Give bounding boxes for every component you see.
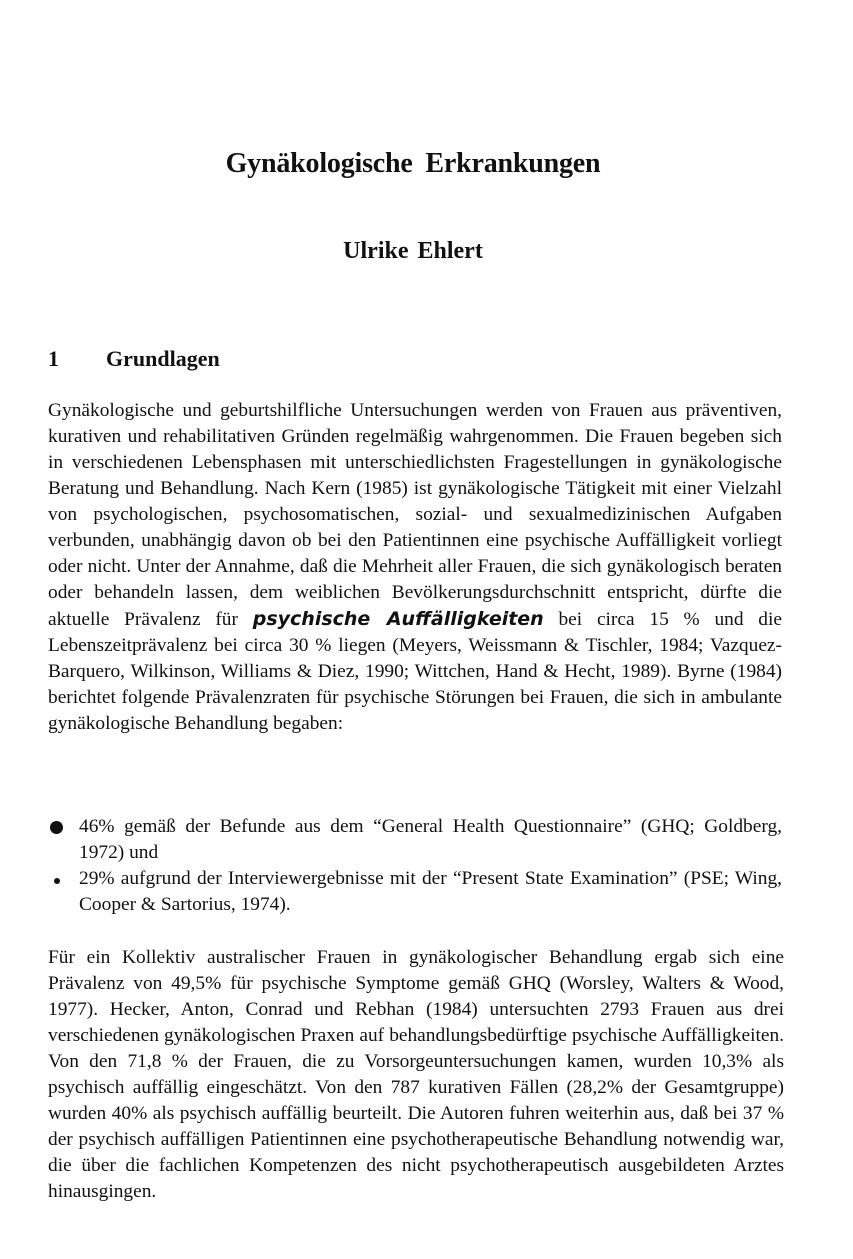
list-item-text: 29% aufgrund der Interviewergebnisse mit der “Present State Examination” (PSE; Wing, Cooper & Sartorius, 1974). [79,868,782,915]
paragraph-1-text-start: Gynäkologische und geburtshilfliche Untersuchungen werden von Frauen aus präventiven, kurativen und rehabilitativen Gründen regelmäßig wahrgenommen. Die Frauen begeben sich in verschiedenen Lebensphasen mit unterschiedlichsten Fragestellungen in gynäkologische Beratung und Behandlung. Nach Kern (1985) ist gynäkologische Tätigkeit mit einer Vielzahl von psychologischen, psychosomatischen, sozial- und sexualmedizinischen Aufgaben verbunden, unabhängig davon ob bei den Patientinnen eine psychische Auffälligkeit vorliegt oder nicht. Unter der Annahme, daß die Mehrheit aller Frauen, die sich gynäkologisch beraten oder behandeln lassen, dem weiblichen Bevölkerungsdurchschnitt entspricht, dürfte die aktuelle Prävalenz für [48,400,782,630]
list-item [48,814,782,866]
prevalence-list [48,814,782,918]
section-number: 1 [48,346,59,371]
emphasized-term: psychische Auffälligkeiten [252,608,544,630]
section-title: Grundlagen [106,346,220,371]
list-item [48,866,782,918]
section-heading [48,346,220,372]
bullet-icon [50,866,70,892]
chapter-title: Gynäkologische Erkrankungen [225,148,601,179]
bullet-icon [50,814,70,842]
list-item-text: 46% gemäß der Befunde aus dem “General Health Questionnaire” (GHQ; Goldberg, 1972) und [79,816,782,863]
body-paragraph-1 [48,398,782,737]
paragraph-1-text-end: bei circa 15 % und die Lebenszeitprävalenz bei circa 30 % liegen (Meyers, Weissmann & Tischler, 1984; Vazquez-Barquero, Wilkinson, Williams & Diez, 1990; Wittchen, Hand & Hecht, 1989). Byrne (1984) berichtet folgende Prävalenzraten für psychische Störungen bei Frauen, die sich in ambulante gynäkologische Behandlung begaben: [48,609,782,734]
body-paragraph-2: Für ein Kollektiv australischer Frauen in gynäkologischer Behandlung ergab sich eine Prävalenz von 49,5% für psychische Symptome gemäß GHQ (Worsley, Walters & Wood, 1977). Hecker, Anton, Conrad und Rebhan (1984) untersuchten 2793 Frauen aus drei verschiedenen gynäkologischen Praxen auf behandlungsbedürftige psychische Auffälligkeiten. Von den 71,8 % der Frauen, die zu Vorsorgeuntersuchungen kamen, wurden 10,3% als psychisch auffällig eingeschätzt. Von den 787 kurativen Fällen (28,2% der Gesamtgruppe) wurden 40% als psychisch auffällig beurteilt. Die Autoren fuhren weiterhin aus, daß bei 37 % der psychisch auffälligen Patientinnen eine psychotherapeutische Behandlung notwendig war, die über die fachlichen Kompetenzen des nicht psychotherapeutisch ausgebildeten Arztes hinausgingen. [48,947,784,1202]
author-name: Ulrike Ehlert [343,238,483,264]
